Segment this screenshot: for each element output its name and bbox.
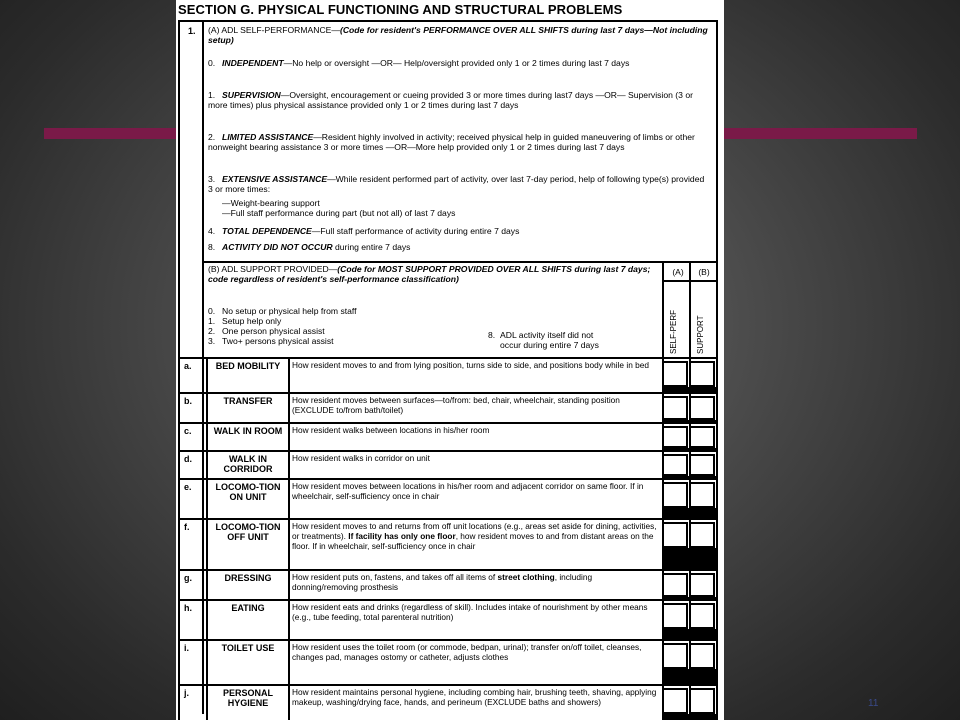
support-code-box[interactable] <box>689 688 715 714</box>
row-activity: BED MOBILITY <box>215 361 281 371</box>
row-letter: c. <box>184 426 192 436</box>
column-b-vertical-label: SUPPORT <box>696 315 705 354</box>
code-text: —Oversight, encouragement or cueing provided 3 or more times during last7 days —OR— Supervision (3 or more times) plus physical assistance provided only 1 or 2 times during last 7 days <box>208 90 693 111</box>
self-performance-code-box[interactable] <box>662 522 688 548</box>
self-performance-code-box[interactable] <box>662 426 688 448</box>
code-number: 1. <box>208 90 216 100</box>
table-row <box>180 639 716 684</box>
row-description: How resident moves between locations in his/her room and adjacent corridor on same floor. If in wheelchair, self-sufficiency once in chair <box>292 481 644 501</box>
support-code-box[interactable] <box>689 603 715 629</box>
code-text: No setup or physical help from staff <box>222 306 357 316</box>
row-letter: i. <box>184 643 190 653</box>
code-label: SUPERVISION <box>222 90 281 100</box>
row-divider <box>288 686 290 720</box>
row-description: How resident walks between locations in his/her room <box>292 425 490 435</box>
code-number: 3. <box>208 336 216 346</box>
row-divider <box>288 452 290 480</box>
part-a-code <box>208 226 708 236</box>
part-a-heading: (A) ADL SELF-PERFORMANCE—(Code for resident's PERFORMANCE OVER ALL SHIFTS during last 7 days—Not including setup) <box>208 25 708 46</box>
support-code-box[interactable] <box>689 361 715 387</box>
part-b-code <box>208 326 325 336</box>
support-code-box[interactable] <box>689 573 715 597</box>
code-label: TOTAL DEPENDENCE <box>222 226 312 236</box>
slide-page-number: 11 <box>868 698 879 709</box>
table-row <box>180 478 716 518</box>
column-b-label: (B) <box>698 267 710 277</box>
row-letter: b. <box>184 396 192 406</box>
code-text: One person physical assist <box>222 326 325 336</box>
row-divider <box>288 480 290 520</box>
code-number: 0. <box>208 58 216 68</box>
row-divider <box>288 571 290 601</box>
row-description: How resident puts on, fastens, and takes off all items of street clothing, including donning/removing prosthesis <box>292 572 593 592</box>
part-a-code <box>208 242 708 252</box>
self-performance-code-box[interactable] <box>662 643 688 669</box>
code-label: EXTENSIVE ASSISTANCE <box>222 174 328 184</box>
row-activity: DRESSING <box>224 573 272 583</box>
self-performance-code-box[interactable] <box>662 482 688 508</box>
table-row <box>180 357 716 392</box>
self-performance-code-box[interactable] <box>662 603 688 629</box>
support-code-box[interactable] <box>689 454 715 476</box>
column-a-label: (A) <box>672 267 684 277</box>
self-performance-code-box[interactable] <box>662 688 688 714</box>
support-code-box[interactable] <box>689 482 715 508</box>
row-activity: TOILET USE <box>221 643 275 653</box>
row-description: How resident moves to and returns from off unit locations (e.g., areas set aside for dining, activities, or treatments). If facility has only one floor, how resident moves to and from distant areas on the floor. If in wheelchair, self-sufficiency once in chair <box>292 521 657 551</box>
row-activity: LOCOMO-TION ON UNIT <box>215 482 281 502</box>
self-performance-code-box[interactable] <box>662 396 688 420</box>
part-a-code <box>222 208 708 218</box>
table-row <box>180 392 716 422</box>
table-row <box>180 422 716 450</box>
part-a-code <box>208 90 708 110</box>
part-b-code-8-num: 8. <box>488 330 496 340</box>
part-b-code <box>208 306 357 316</box>
support-code-box[interactable] <box>689 426 715 448</box>
row-description: How resident uses the toilet room (or commode, bedpan, urinal); transfer on/off toilet, cleanses, changes pad, manages ostomy or catheter, adjusts clothes <box>292 642 642 662</box>
accent-bar-right <box>724 128 917 139</box>
self-performance-code-box[interactable] <box>662 361 688 387</box>
row-description: How resident moves to and from lying position, turns side to side, and positions body while in bed <box>292 360 649 370</box>
table-row <box>180 684 716 720</box>
code-text: during entire 7 days <box>332 242 411 252</box>
shaded-cell <box>662 714 716 720</box>
part-b-code <box>208 336 334 346</box>
row-letter: h. <box>184 603 192 613</box>
code-number: 1. <box>208 316 216 326</box>
support-code-box[interactable] <box>689 643 715 669</box>
row-divider <box>288 359 290 394</box>
code-label: LIMITED ASSISTANCE <box>222 132 314 142</box>
table-row <box>180 599 716 639</box>
row-divider <box>288 520 290 571</box>
code-text: —Full staff performance of activity during entire 7 days <box>311 226 520 236</box>
part-a-code <box>208 58 708 68</box>
row-description: How resident walks in corridor on unit <box>292 453 430 463</box>
divider-a-b <box>202 261 716 263</box>
code-number: 2. <box>208 132 216 142</box>
table-row <box>180 518 716 569</box>
code-number: 0. <box>208 306 216 316</box>
row-divider <box>288 641 290 686</box>
row-divider <box>288 601 290 641</box>
row-activity: WALK IN ROOM <box>213 426 283 436</box>
mds-form-page <box>176 0 724 720</box>
part-b-code <box>208 316 281 326</box>
row-description: How resident moves between surfaces—to/from: bed, chair, wheelchair, standing position (EXCLUDE to/from bath/toilet) <box>292 395 620 415</box>
row-divider <box>288 394 290 424</box>
section-title: SECTION G. PHYSICAL FUNCTIONING AND STRUCTURAL PROBLEMS <box>178 2 623 17</box>
code-number: 4. <box>208 226 216 236</box>
code-text: —Full staff performance during part (but not all) of last 7 days <box>222 208 456 218</box>
row-letter: d. <box>184 454 192 464</box>
part-a-code <box>208 132 708 152</box>
code-text: —Resident highly involved in activity; received physical help in guided maneuvering of limbs or other nonweight bearing assistance 3 or more times —OR—More help provided only 1 or 2 times during last 7 days <box>208 132 695 153</box>
part-a-code <box>208 174 708 194</box>
code-number: 2. <box>208 326 216 336</box>
row-divider <box>288 424 290 452</box>
shaded-cell <box>662 548 716 571</box>
row-activity: TRANSFER <box>223 396 273 406</box>
row-activity: PERSONAL HYGIENE <box>222 688 273 708</box>
row-letter: e. <box>184 482 192 492</box>
row-activity: LOCOMO-TION OFF UNIT <box>215 522 281 542</box>
row-activity: EATING <box>231 603 265 613</box>
code-number: 3. <box>208 174 216 184</box>
code-text: —Weight-bearing support <box>222 198 320 208</box>
row-letter: a. <box>184 361 192 371</box>
code-label: INDEPENDENT <box>222 58 284 68</box>
table-row <box>180 450 716 478</box>
row-description: How resident maintains personal hygiene, including combing hair, brushing teeth, shaving, applying makeup, washing/drying face, hands, and perineum (EXCLUDE baths and showers) <box>292 687 657 707</box>
part-b-code-8-line2: occur during entire 7 days <box>500 340 599 350</box>
support-code-box[interactable] <box>689 522 715 548</box>
part-a-code <box>222 198 708 208</box>
part-b-heading: (B) ADL SUPPORT PROVIDED—(Code for MOST SUPPORT PROVIDED OVER ALL SHIFTS during last 7 days; code regardless of resident's self-performance classification) <box>208 264 651 285</box>
row-letter: g. <box>184 573 192 583</box>
row-letter: j. <box>184 688 190 698</box>
code-text: —No help or oversight —OR— Help/oversight provided only 1 or 2 times during last 7 days <box>283 58 630 68</box>
part-b-code-8-line1: ADL activity itself did not <box>500 330 594 340</box>
code-number: 8. <box>208 242 216 252</box>
code-text: Setup help only <box>222 316 282 326</box>
row-letter: f. <box>184 522 190 532</box>
support-code-box[interactable] <box>689 396 715 420</box>
code-text: —While resident performed part of activity, over last 7-day period, help of following type(s) provided 3 or more times: <box>208 174 705 195</box>
item-number: 1. <box>188 26 196 36</box>
row-description: How resident eats and drinks (regardless of skill). Includes intake of nourishment by other means (e.g., tube feeding, total parenteral nutrition) <box>292 602 648 622</box>
column-header-divider <box>662 280 716 282</box>
column-a-vertical-label: SELF-PERF <box>669 309 678 354</box>
form-frame <box>178 20 718 720</box>
code-text: Two+ persons physical assist <box>222 336 334 346</box>
self-performance-code-box[interactable] <box>662 573 688 597</box>
self-performance-code-box[interactable] <box>662 454 688 476</box>
code-label: ACTIVITY DID NOT OCCUR <box>222 242 333 252</box>
accent-bar-left <box>44 128 176 139</box>
row-activity: WALK IN CORRIDOR <box>223 454 273 474</box>
table-row <box>180 569 716 599</box>
